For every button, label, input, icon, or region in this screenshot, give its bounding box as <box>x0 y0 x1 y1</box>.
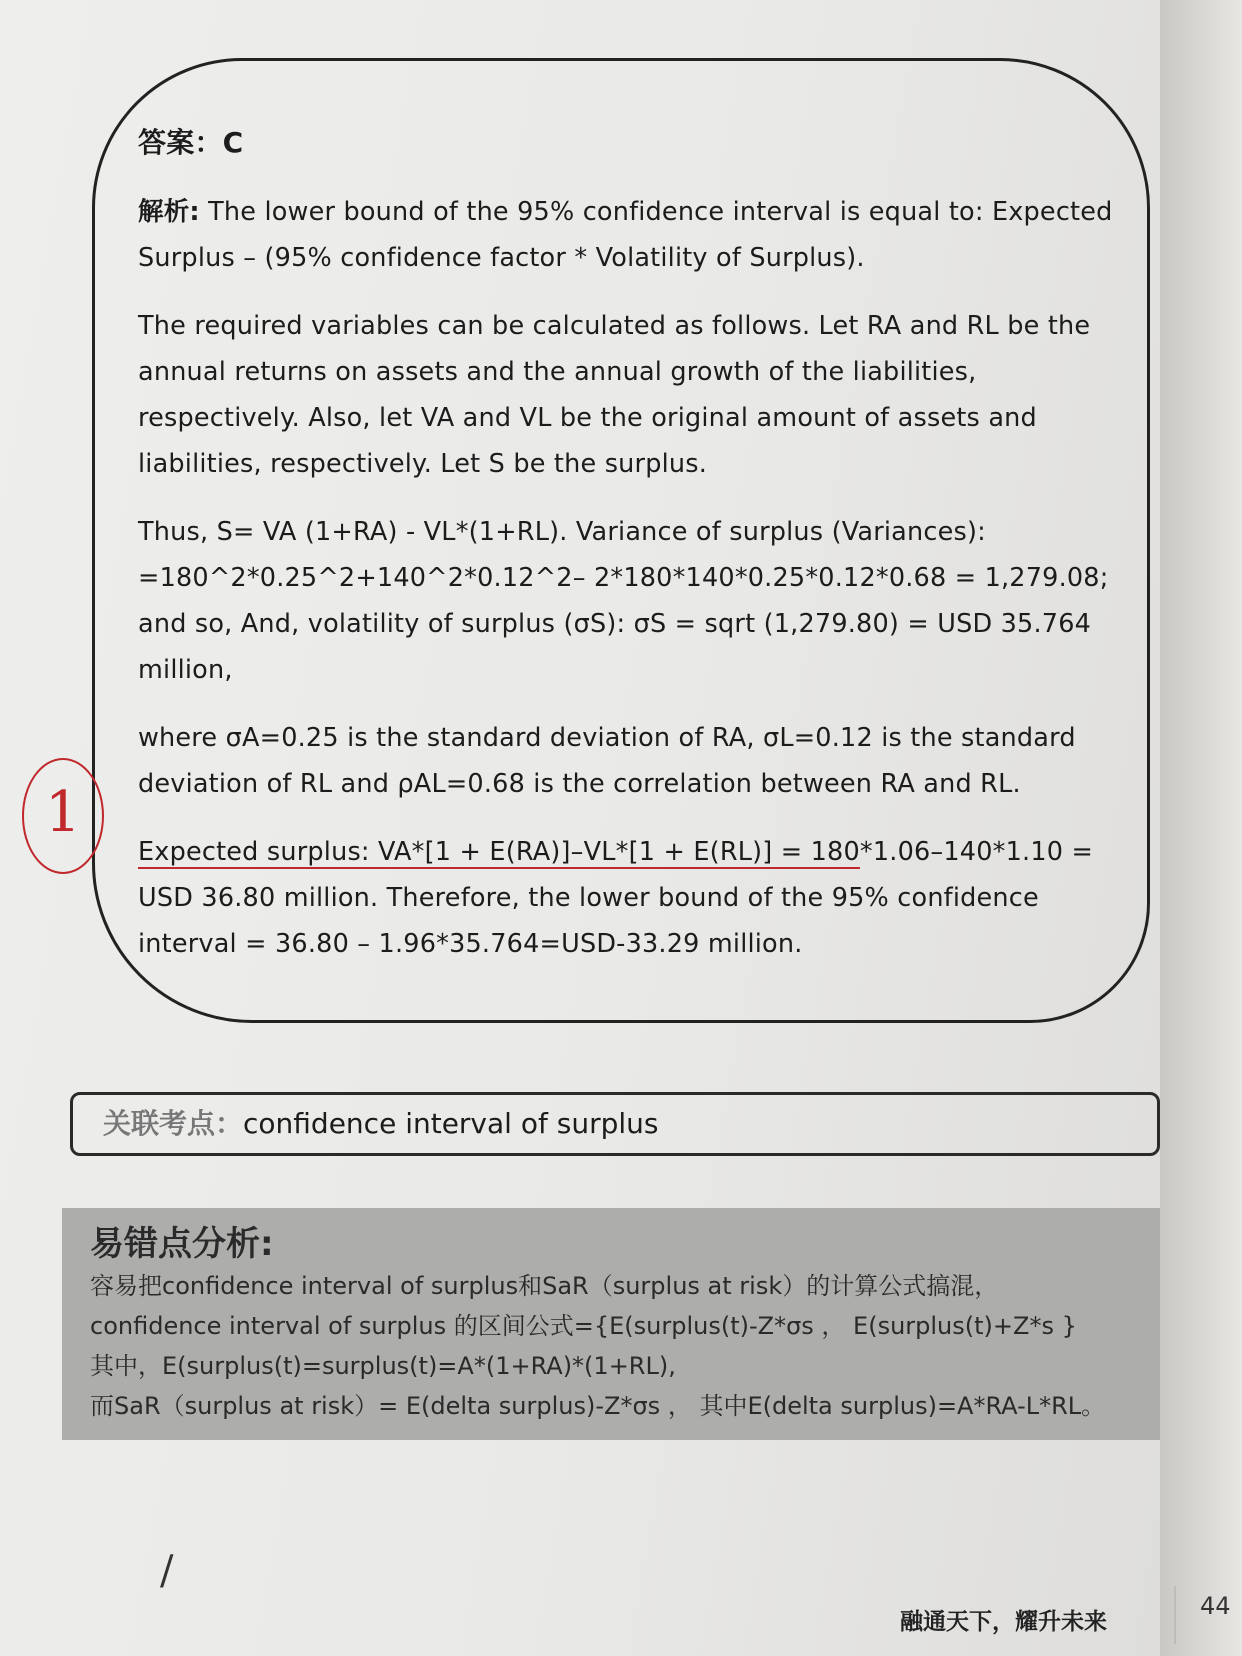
expected-surplus-paragraph <box>138 829 1128 967</box>
underlined-formula: Expected surplus: VA*[1 + E(RA)]–VL*[1 + E(RL)] = 180 <box>138 837 860 867</box>
definitions-paragraph: where σA=0.25 is the standard deviation of RA, σL=0.12 is the standard deviation of RL and ρAL=0.68 is the correlation between RA and RL. <box>138 723 1076 799</box>
variables-paragraph: The required variables can be calculated as follows. Let RA and RL be the annual returns on assets and the annual growth of the liabilities, respectively. Also, let VA and VL be the original amount of assets and liabilities, respectively. Let S be the surplus. <box>138 311 1091 479</box>
topic-value: confidence interval of surplus <box>243 1107 659 1140</box>
error-analysis-title: 易错点分析: <box>90 1224 274 1264</box>
error-analysis-line: 其中，E(surplus(t)=surplus(t)=A*(1+RA)*(1+RL), <box>90 1352 676 1380</box>
error-analysis-line: confidence interval of surplus 的区间公式={E(surplus(t)-Z*σs ， E(surplus(t)+Z*s } <box>90 1312 1077 1340</box>
expected-surplus-rest: *1.06–140*1.10 = USD 36.80 million. Therefore, the lower bound of the 95% confidence interval = 36.80 – 1.96*35.764=USD-33.29 million. <box>138 837 1094 959</box>
pencil-stroke: / <box>160 1548 174 1594</box>
answer-line <box>138 120 1128 167</box>
page-edge <box>1160 0 1242 1656</box>
variance-paragraph: Thus, S= VA (1+RA) - VL*(1+RL). Variance of surplus (Variances): =180^2*0.25^2+140^2*0.12^2– 2*180*140*0.25*0.12*0.68 = 1,279.08; and so, And, volatility of surplus (σS): σS = sqrt (1,279.80) = USD 35.764 million, <box>138 517 1109 685</box>
error-analysis-line: 容易把confidence interval of surplus和SaR（surplus at risk）的计算公式搞混， <box>90 1272 999 1300</box>
answer-section <box>138 120 1128 989</box>
page-number: 44 <box>1200 1592 1231 1620</box>
related-topic-box <box>70 1092 1160 1156</box>
footer-divider <box>1174 1586 1176 1644</box>
analysis-paragraph <box>138 189 1128 281</box>
analysis-text: The lower bound of the 95% confidence interval is equal to: Expected Surplus – (95% confidence factor * Volatility of Surplus). <box>138 197 1113 273</box>
analysis-label: 解析: <box>138 197 200 227</box>
handwritten-circle-mark: 1 <box>22 758 104 874</box>
error-analysis-line: 而SaR（surplus at risk）= E(delta surplus)-Z*σs ， 其中E(delta surplus)=A*RA-L*RL。 <box>90 1392 1106 1420</box>
topic-label: 关联考点： <box>103 1107 244 1140</box>
footer-slogan: 融通天下，耀升未来 <box>900 1609 1107 1635</box>
answer-label: 答案：C <box>138 126 244 159</box>
error-analysis-box <box>62 1208 1160 1440</box>
